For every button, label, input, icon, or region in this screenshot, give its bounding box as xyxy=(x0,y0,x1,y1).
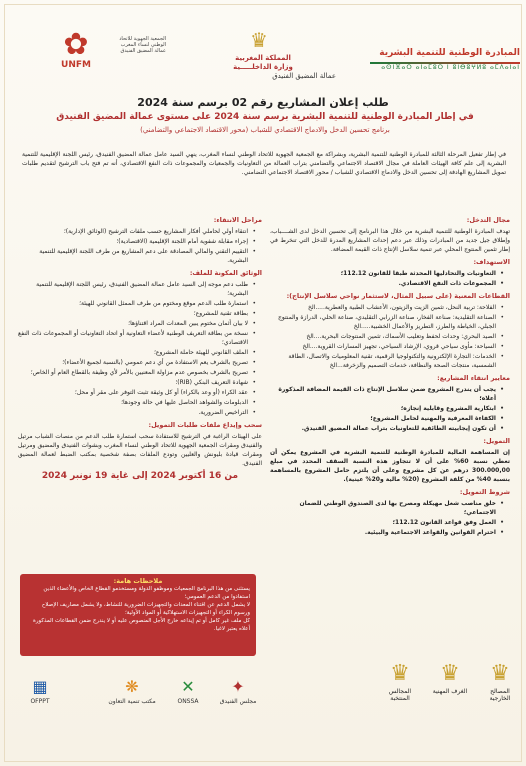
ofppt-icon: ▦ xyxy=(32,677,48,696)
unfm-line-3: عمالة المضيق الفنيدق xyxy=(120,48,166,54)
odco-label: مكتب تنمية التعاون xyxy=(108,698,156,705)
council-label: مجلس الفنيدق xyxy=(219,698,257,705)
list-item: • بطاقة تقنية للمشروع؛ xyxy=(18,309,254,318)
emblem-icon: ♛ xyxy=(390,661,410,686)
onssa-label: ONSSA xyxy=(177,698,199,705)
onssa-icon: ✕ xyxy=(181,677,195,696)
list-item: • إجراء مقابلة شفوية أمام اللجنة الإقليمية (الاقتصادية)؛ xyxy=(18,237,254,246)
page-title: طلب إعلان المشاريع رقم 02 برسم سنة 2024 xyxy=(137,96,389,109)
unfm-line-1: الجمعية الجهوية للاتحاد xyxy=(119,36,166,42)
notes-title: ملاحظات هامة: xyxy=(113,577,163,585)
list-item: • التعاونيات والتحادليها المحدثة طبقا للقانون 112.12؛ xyxy=(270,269,502,278)
section-heading-selection: مراحل الانتقاء: xyxy=(213,216,262,224)
unfm-logo-text: UNFM xyxy=(61,60,91,70)
indh-title: المبادرة الوطنية للتنمية البشرية xyxy=(379,48,520,58)
note-item: كل ملف غير كامل أو تم إيداعه خارج الأجل المنصوص عليه أو لا يندرج ضمن القطاعات المذكورة أعلاه يعتبر لاغيا. xyxy=(32,618,250,632)
selection-list xyxy=(18,227,262,265)
flame-icon: ✿ xyxy=(63,27,89,62)
seal-label: المصالح الخارجية xyxy=(489,688,511,702)
right-column xyxy=(270,212,510,538)
council-icon: ✦ xyxy=(231,677,245,696)
section-heading-funding: التمويل: xyxy=(483,437,510,445)
submission-paragraph: على الهيئات الراغبة في الترشيح للاستفادة سحب استمارة طلب الدعم من منصات الشباب مرتيل والفنيدق ومقرات الجمعية الجهوية للاتحاد الوطني لنساء المغرب وبشوات الفنيدق والمضيق ومرتيل ومقرات قيادة بليونش والعليين وتودع الملفات بصفة شخصية بمكتب الضبط لعمالة المضيق الفنيدق. xyxy=(18,433,262,467)
odco-logo xyxy=(108,676,156,716)
kingdom-label: المملكة المغربية xyxy=(235,54,291,62)
list-item: • طلب دعم موجه إلى السيد عامل عمالة المضيق الفنيدق، رئيس اللجنة الإقليمية للتنمية البشرية؛ xyxy=(18,280,254,298)
list-item: • تصريح بالشرف بخصوص عدم مزاولة المعنيين بالأمر لأي وظيفة بالقطاع العام أو الخاص؛ xyxy=(18,368,254,377)
targeting-list xyxy=(270,269,510,288)
program-title: برنامج تحسين الدخل والادماج الاقتصادي للشباب (محور الاقتصاد الاجتماعي والتضامني) xyxy=(140,126,390,134)
section-heading-scope: مجال التدخل: xyxy=(466,216,510,224)
ofppt-label: OFPPT xyxy=(30,698,50,705)
important-notes-box xyxy=(20,574,256,656)
section-heading-submission: سحب وإيداع ملفات طلبات التمويل: xyxy=(148,421,262,429)
list-item: • نسخة من بطاقة التعريف الوطنية لأعضاء التعاونية أو اتحاد التعاونيات أو المجموعات ذات النفع الاقتصادي؛ xyxy=(18,329,254,347)
partner-logos xyxy=(10,676,260,722)
section-heading-sectors: القطاعات المعنية (على سبيل المثال، لاستثمار نواحي سلاسل الإنتاج): xyxy=(286,292,510,300)
seal-label: الغرف المهنية xyxy=(432,688,468,695)
list-item: • استمارة طلب الدعم موقع ومختوم من طرف الممثل القانوني للهيئة؛ xyxy=(18,299,254,308)
indh-logo xyxy=(370,48,520,78)
note-item: لا يشمل الدعم عن اقتناء المعدات والتجهيزات الضرورية للنشاط، ولا يشمل مصاريف الإصلاح ورسوم الكراء أو التجهيزات الاستهلاكية أو المواد الأولية؛ xyxy=(41,602,250,616)
seal-councils xyxy=(380,660,420,702)
deadline-date: من 16 أكتوبر 2024 إلى غاية 19 نونبر 2024 xyxy=(41,471,239,481)
list-item: • أن تكون إيجابيته الطائفية للتعاونيات بتراب عمالة المضيق الفنيدق. xyxy=(270,424,502,433)
section-heading-conditions: شروط التمويل: xyxy=(459,488,510,496)
list-item: • تصريح بالشرف يعم الاستفادة من أي دعم عمومي (بالنسبة لجميع الأعضاء)؛ xyxy=(18,358,254,367)
list-item: • ابتكارية المشروع وقابلية إنجازه؛ xyxy=(270,404,502,413)
unfm-line-2: الوطني لنساء المغرب xyxy=(120,42,166,48)
intro-paragraph: في إطار تفعيل المرحلة الثالثة للمبادرة الوطنية للتنمية البشرية، وبشراكة مع الجمعية الجهوية للاتحاد الوطني لنساء المغرب، ينهي السيد عامل عمالة المضيق الفنيدق، رئيس اللجنة الإقليمية للتنمية البشرية إلى علم كافة الهيئات العاملة في مجال الاقتصاد الاجتماعي والتضامني بتراب العمالة من التعاونيات والجمعيات والمجموعات ذات النفع الاقتصادي، أنه تم فتح باب الترشيح لتقديم طلبات تمويل المشاريع الهادفة إلى تحسين الدخل والادماج الاقتصادي للشباب / محور الاقتصاد الاجتماعي التضامني. xyxy=(22,151,506,176)
emblem-icon: ♛ xyxy=(490,661,510,686)
partner-seals xyxy=(378,660,520,736)
emblem-icon: ♛ xyxy=(440,661,460,686)
list-item: • التراخيص الضرورية. xyxy=(18,408,254,417)
section-heading-documents: الوثائق المكونة للملف: xyxy=(189,269,262,277)
scope-paragraph: تهدف المبادرة الوطنية للتنمية البشرية من خلال هذا البرنامج إلى تحسين الدخل لدى الشــــباب، وإطلاق جيل جديد من المبادرات وذلك عبر دعم إحداث المشاريع المدرة للدخل التي تنخرط في إطار تثمين المنتوج المحلي عبر تنمية سلاسل الإنتاج ذات القيمة المضافة. xyxy=(270,228,510,253)
seal-external-services xyxy=(480,660,520,702)
criteria-list xyxy=(270,385,510,433)
section-heading-targeting: الاستهداف: xyxy=(473,258,510,266)
conditions-list xyxy=(270,499,510,537)
odco-icon: ❋ xyxy=(125,677,139,696)
indh-tifinagh: ⴰⵙⵏⴼⴰⵔ ⴰⵏⴰⵎⵓⵔ ⵏ ⵓⵏⴱⵓⵖⵍⵓ ⴰⵎⴷⴰⵏⴰⵏ xyxy=(381,64,520,71)
seal-label: المجالس المنتخبة xyxy=(388,688,412,702)
list-item: • يجب أن يندرج المشروع ضمن سلاسل الإنتاج ذات القيمة المضافة المذكورة أعلاه؛ xyxy=(270,385,502,403)
ofppt-logo xyxy=(18,676,62,716)
indh-bar xyxy=(370,62,520,64)
list-item: • الفلاحة: تربية النحل، تثمين الزيت والزيتون، الأعشاب الطبية والعطرية.....الخ xyxy=(270,303,502,312)
list-item: • الكفاءة المعرفية والمهنية لحامل المشروع؛ xyxy=(270,414,502,423)
list-item: • انتقاء أولي لحاملي أفكار المشاريع حسب ملفات الترشيح (الوثائق الإدارية)؛ xyxy=(18,227,254,236)
list-item: • احترام القوانين والقواعد الاجتماعية والبيئية. xyxy=(270,528,502,537)
section-heading-criteria: معايير انتقاء المشاريع: xyxy=(437,374,510,382)
list-item: • الصناعة التقليدية: صناعة الفخار، صناعة الزرابي التقليدي، صناعة الحلي، الدرازة والمنتوج الجبلي، الخياطة والطرز، التطريز والأعمال الخشبية.....الخ xyxy=(270,313,502,331)
documents-list xyxy=(18,280,262,417)
kingdom-emblem-icon: ♛ xyxy=(250,28,268,52)
unfm-side-text xyxy=(86,36,166,54)
onssa-logo xyxy=(160,676,216,716)
list-item: • الملف القانوني للهيئة حاملة المشروع؛ xyxy=(18,348,254,357)
list-item: • لا بيان أثمان مختوم يبين المعدات المراد اقتناؤها؛ xyxy=(18,319,254,328)
list-item: • شهادة التعريف البنكي (RIB)؛ xyxy=(18,378,254,387)
list-item: • خلق مناصب شغل مهيكلة ومصرح بها لدى الصندوق الوطني للضمان الاجتماعي؛ xyxy=(270,499,502,517)
list-item: • السياحة: مأوى سياحي قروي، الإرشاد السياحي، تجهيز المسارات القروية....الخ xyxy=(270,342,502,351)
list-item: • الدبلومات والشواهد الحاصل عليها في حالة وجودها؛ xyxy=(18,398,254,407)
left-column xyxy=(18,212,262,481)
list-item: • المجموعات ذات النفع الاقتصادي. xyxy=(270,279,502,288)
funding-paragraph: إن المساهمة المالية للمبادرة الوطنية للتنمية البشرية في المشروع يمكن أن تغطي نسبة 60% على أن لا تتجاوز هذه النسبة السقف المحدد في مبلغ 300.000,00 درهم عن كل مشروع وعلى أن يلتزم حامل المشروع بالمساهمة بنسبة 40% من كلفة المشروع (20% مالية و20% عينية). xyxy=(270,449,510,483)
page-subtitle: في إطار المبادرة الوطنية للتنمية البشرية برسم سنة 2024 على مستوى عمالة المضيق الفنيدق xyxy=(56,112,474,122)
ministry-label: وزارة الداخلـــــية xyxy=(233,63,293,71)
list-item: • الصيد البحري: وحدات لحفظ وتعليب الأسماك، تثمين المنتوجات البحرية....الخ xyxy=(270,332,502,341)
prefecture-label: عمالة المضيق الفنيدق xyxy=(272,72,336,80)
note-item: يستثنى من هذا البرنامج الجمعيات وموظفو الدولة ومستخدمو القطاع الخاص والأعضاء الذين استفادوا من الدعم العمومي؛ xyxy=(43,586,250,600)
list-item: • الخدمات: التجارة الإلكترونية والتكنولوجيا الرقمية، تقنية المعلوميات والاتصال، الطاقة الشمسية، منتجات الصحة والنظافة، خدمات التصميم والزخرفة...الخ xyxy=(270,352,502,370)
government-header xyxy=(190,54,336,83)
list-item: • عقد الكراء (أو وعد بالكراء) أو كل وثيقة تثبت التوفر على مقر أو محل؛ xyxy=(18,388,254,397)
sectors-list xyxy=(270,303,510,370)
list-item: • التقييم التقني والمالي المصادقة على دعم المشاريع من طرف اللجنة الإقليمية للتنمية البشرية. xyxy=(18,247,254,265)
seal-chambers xyxy=(430,660,470,695)
list-item: • العمل وفق قواعد القانون 112.12؛ xyxy=(270,518,502,527)
council-logo xyxy=(216,676,260,716)
